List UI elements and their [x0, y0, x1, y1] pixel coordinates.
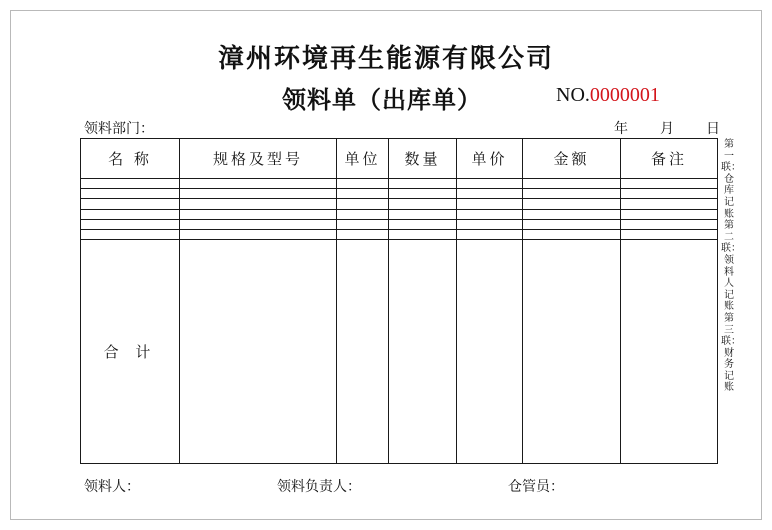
total-label: 合 计: [81, 240, 180, 464]
keeper-label: 仓管员：: [508, 479, 564, 495]
col-header-name: 名 称: [81, 139, 180, 179]
table-row: [81, 219, 718, 229]
form-number: [556, 84, 660, 107]
col-header-spec: 规格及型号: [180, 139, 337, 179]
col-header-remarks: 备注: [621, 139, 718, 179]
supervisor-label: 领料负责人：: [277, 479, 361, 495]
table-row: [81, 199, 718, 209]
total-row: [81, 240, 718, 464]
table-header-row: [81, 139, 718, 179]
table-row: [81, 229, 718, 239]
receiver-label: 领料人：: [84, 479, 140, 495]
col-header-quantity: 数量: [389, 139, 457, 179]
department-label: 领料部门：: [84, 121, 154, 137]
copy-distribution-note: 第一联：仓库记账 第二联：领料人记账 第三联：财务记账: [721, 139, 741, 394]
items-table: [80, 138, 718, 464]
table-row: [81, 209, 718, 219]
month-label: 月: [660, 121, 674, 137]
day-label: 日: [706, 121, 720, 137]
company-name: 漳州环境再生能源有限公司: [217, 44, 554, 74]
col-header-unit: 单位: [337, 139, 389, 179]
form-number-value: 0000001: [589, 84, 660, 106]
table-row: [81, 179, 718, 189]
form-number-prefix: NO.: [556, 84, 590, 106]
year-label: 年: [614, 121, 628, 137]
col-header-unit-price: 单价: [457, 139, 523, 179]
table-row: [81, 189, 718, 199]
col-header-amount: 金额: [523, 139, 621, 179]
form-title: 领料单（出库单）: [282, 86, 482, 114]
